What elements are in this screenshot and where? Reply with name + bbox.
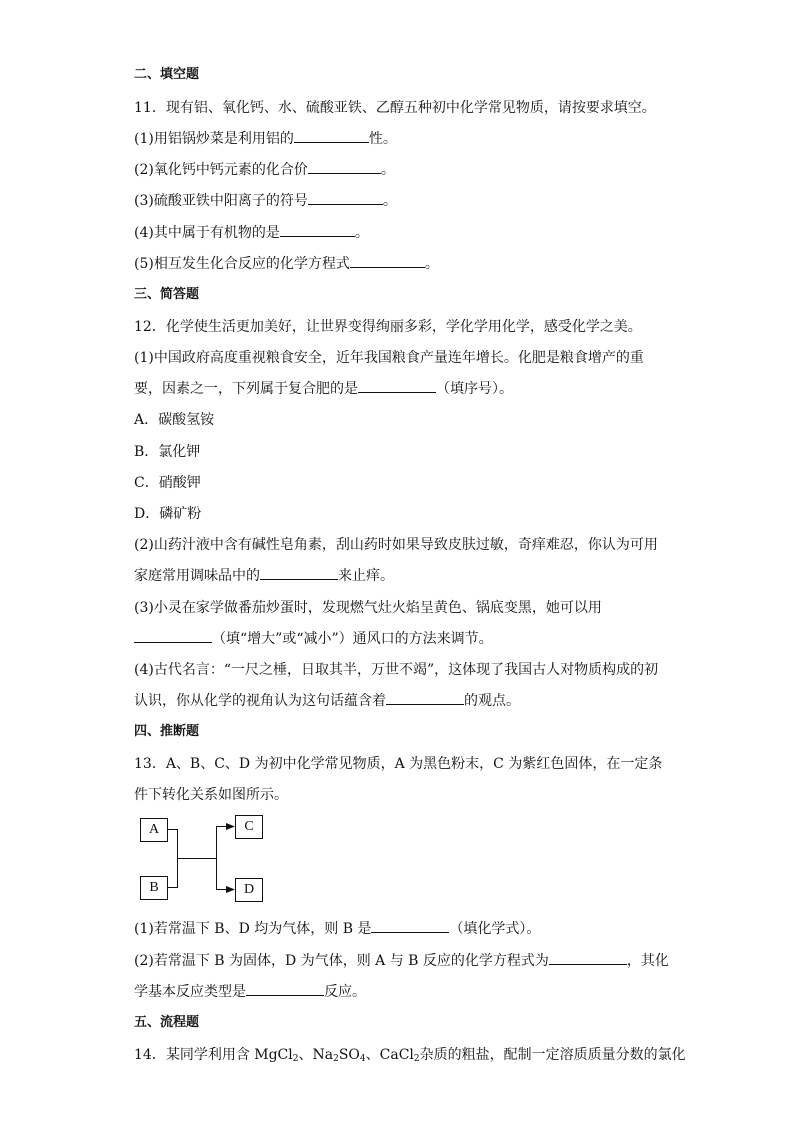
q12-part2-line2 xyxy=(134,567,394,585)
q12-option-d: D．磷矿粉 xyxy=(134,506,202,522)
arrowhead-icon xyxy=(226,822,236,832)
diagram-box-b: B xyxy=(140,876,168,900)
q13-part2-suffix: ，其化 xyxy=(626,953,669,969)
q13-part2-line1 xyxy=(134,952,669,970)
q14-text: 杂质的粗盐，配制一定溶质质量分数的氯化 xyxy=(419,1047,686,1063)
q14-text: 、CaCl xyxy=(365,1047,414,1063)
q12-part1-line1: (1)中国政府高度重视粮食安全，近年我国粮食产量连年增长。化肥是粮食增产的重 xyxy=(134,350,644,366)
q11-part4-suffix: 。 xyxy=(354,225,369,241)
answer-blank[interactable] xyxy=(260,567,338,580)
subscript: 4 xyxy=(359,1054,366,1064)
answer-blank[interactable] xyxy=(549,952,627,965)
q11-part5-suffix: 。 xyxy=(424,256,439,272)
q11-part4 xyxy=(134,224,369,242)
subscript: 2 xyxy=(413,1054,420,1064)
diagram-box-a: A xyxy=(140,818,168,842)
q12-stem: 12．化学使生活更加美好，让世界变得绚丽多彩，学化学用化学，感受化学之美。 xyxy=(134,319,642,335)
q11-part2-suffix: 。 xyxy=(380,162,395,178)
q12-part4-line2 xyxy=(134,692,520,710)
q11-part1-suffix: 性。 xyxy=(368,131,397,147)
answer-blank[interactable] xyxy=(371,920,449,933)
q14-stem xyxy=(134,1046,686,1068)
section-heading-fill-in: 二、填空题 xyxy=(134,67,200,82)
q12-part2-suffix: 来止痒。 xyxy=(338,568,394,584)
q11-stem: 11．现有铝、氧化钙、水、硫酸亚铁、乙醇五种初中化学常见物质，请按要求填空。 xyxy=(134,100,656,116)
subscript: 2 xyxy=(292,1054,299,1064)
answer-blank[interactable] xyxy=(358,380,436,393)
answer-blank[interactable] xyxy=(386,692,464,705)
q11-part5-text: (5)相互发生化合反应的化学方程式 xyxy=(134,256,350,272)
q13-stem-line1: 13．A、B、C、D 为初中化学常见物质，A 为黑色粉末，C 为紫红色固体，在一定条 xyxy=(134,756,663,772)
q12-part3-line2 xyxy=(134,630,493,648)
q13-part2-line2 xyxy=(134,983,366,1001)
diagram-box-d: D xyxy=(235,878,263,902)
q12-part3-suffix: （填“增大”或“减小”）通风口的方法来调节。 xyxy=(212,631,493,647)
q12-part3-line1: (3)小灵在家学做番茄炒蛋时，发现燃气灶火焰呈黄色、锅底变黑，她可以用 xyxy=(134,600,602,616)
section-heading-inference: 四、推断题 xyxy=(134,724,200,739)
q12-option-c: C．硝酸钾 xyxy=(134,475,201,491)
q12-part1-text: 要，因素之一，下列属于复合肥的是 xyxy=(134,381,358,397)
q12-part1-suffix: （填序号）。 xyxy=(436,381,513,397)
q13-part1-text: (1)若常温下 B、D 均为气体，则 B 是 xyxy=(134,921,372,937)
q11-part1-text: (1)用铝锅炒菜是利用铝的 xyxy=(134,131,294,147)
q12-option-a: A．碳酸氢铵 xyxy=(134,412,215,428)
answer-blank[interactable] xyxy=(246,983,324,996)
q12-part4-text: 认识，你从化学的视角认为这句话蕴含着 xyxy=(134,693,386,709)
q11-part3-text: (3)硫酸亚铁中阳离子的符号 xyxy=(134,193,308,209)
answer-blank[interactable] xyxy=(294,130,369,143)
q13-part2-type-suffix: 反应。 xyxy=(324,984,366,1000)
q11-part2 xyxy=(134,161,395,179)
subscript: 2 xyxy=(333,1054,339,1064)
q14-text: 14．某同学利用含 MgCl xyxy=(134,1047,293,1063)
q14-text: SO xyxy=(338,1047,360,1063)
q11-part3 xyxy=(134,192,397,210)
q12-part1-line2 xyxy=(134,380,513,398)
arrowhead-icon xyxy=(226,885,236,895)
q11-part3-suffix: 。 xyxy=(382,193,397,209)
q11-part2-text: (2)氧化钙中钙元素的化合价 xyxy=(134,162,308,178)
q12-part2-text: 家庭常用调味品中的 xyxy=(134,568,260,584)
q13-part2-type-text: 学基本反应类型是 xyxy=(134,984,246,1000)
q13-part1 xyxy=(134,920,540,938)
answer-blank[interactable] xyxy=(134,630,212,643)
q12-part4-suffix: 的观点。 xyxy=(464,693,520,709)
q12-option-b: B．氯化钾 xyxy=(134,444,201,460)
answer-blank[interactable] xyxy=(280,224,355,237)
q12-part2-line1: (2)山药汁液中含有碱性皂角素，刮山药时如果导致皮肤过敏，奇痒难忍，你认为可用 xyxy=(134,537,658,553)
q12-part4-line1: (4)古代名言：“一尺之棰，日取其半，万世不竭”，这体现了我国古人对物质构成的初 xyxy=(134,662,659,678)
answer-blank[interactable] xyxy=(308,192,383,205)
connector-line xyxy=(177,858,217,859)
q11-part1 xyxy=(134,130,397,148)
answer-blank[interactable] xyxy=(308,161,381,174)
q14-text: 、Na xyxy=(298,1047,334,1063)
q13-part1-suffix: （填化学式）。 xyxy=(449,921,541,937)
answer-blank[interactable] xyxy=(350,255,425,268)
connector-line xyxy=(216,826,217,890)
q11-part5 xyxy=(134,255,439,273)
q11-part4-text: (4)其中属于有机物的是 xyxy=(134,225,280,241)
q13-stem-line2: 件下转化关系如图所示。 xyxy=(134,787,288,803)
section-heading-process: 五、流程题 xyxy=(134,1015,200,1030)
diagram-box-c: C xyxy=(235,815,263,839)
q13-part2-text: (2)若常温下 B 为固体，D 为气体，则 A 与 B 反应的化学方程式为 xyxy=(134,953,549,969)
section-heading-short-answer: 三、简答题 xyxy=(134,287,200,302)
